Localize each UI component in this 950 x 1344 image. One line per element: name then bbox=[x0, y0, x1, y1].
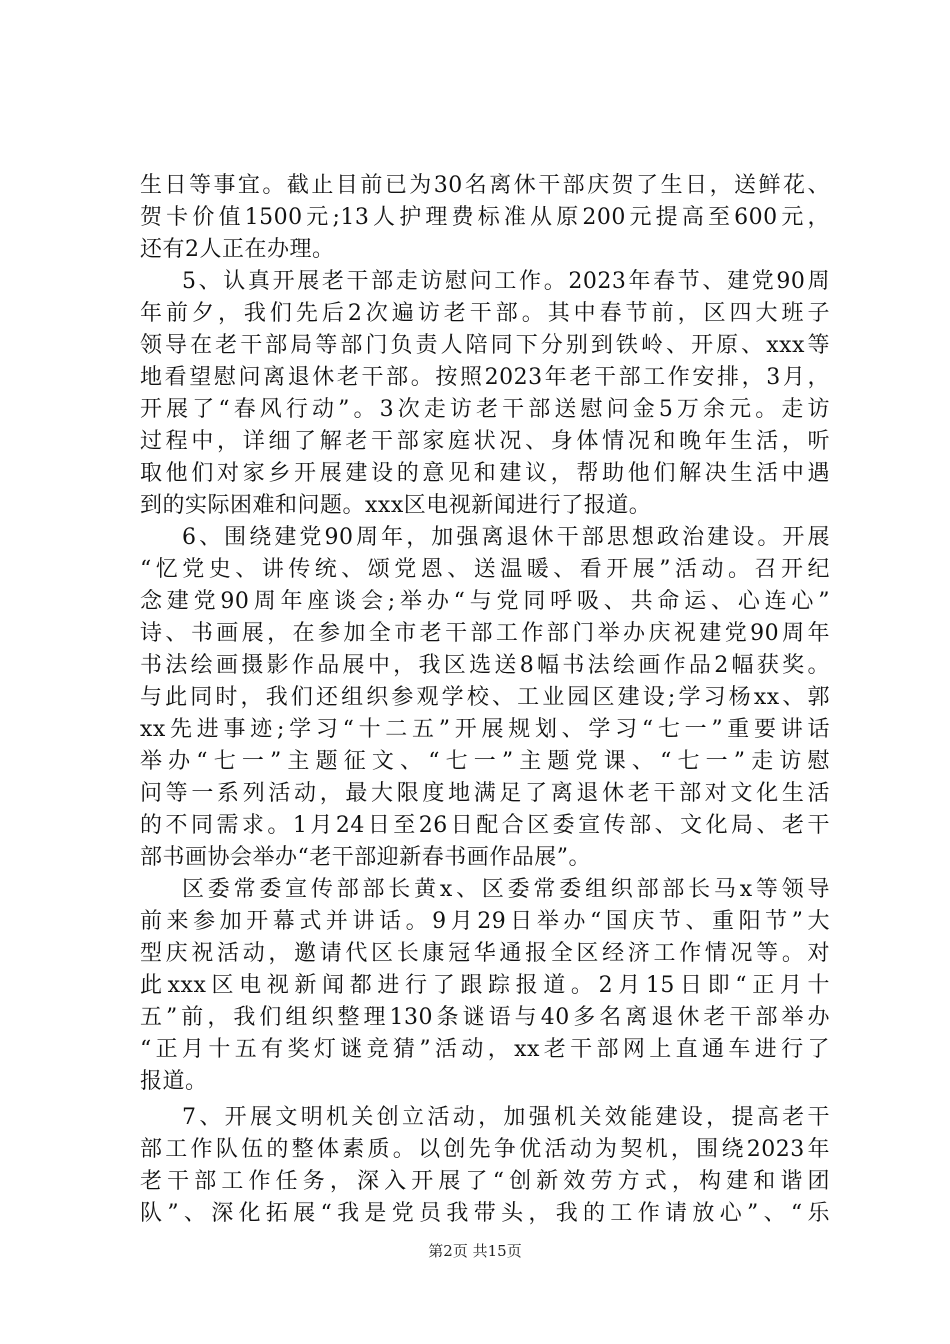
text-line: 生日等事宜。截止目前已为30名离休干部庆贺了生日，送鲜花、 bbox=[140, 173, 830, 198]
text-line: 到的实际困难和问题。xxx区电视新闻进行了报道。 bbox=[140, 493, 652, 518]
text-line: 书法绘画摄影作品展中，我区选送8幅书法绘画作品2幅获奖。 bbox=[140, 653, 830, 678]
text-line: 过程中，详细了解老干部家庭状况、身体情况和晚年生活，听 bbox=[140, 429, 830, 454]
text-line: 与此同时，我们还组织参观学校、工业园区建设;学习杨xx、郭 bbox=[140, 685, 830, 710]
text-line: 取他们对家乡开展建设的意见和建议，帮助他们解决生活中遇 bbox=[140, 461, 830, 486]
page-number-footer: 第2页 共15页 bbox=[428, 1242, 522, 1260]
text-line: 报道。 bbox=[140, 1069, 208, 1094]
text-line: 的不同需求。1月24日至26日配合区委宣传部、文化局、老干 bbox=[140, 813, 830, 838]
text-line: 举办“七一”主题征文、“七一”主题党课、“七一”走访慰 bbox=[140, 749, 830, 774]
text-line: “正月十五有奖灯谜竞猜”活动，xx老干部网上直通车进行了 bbox=[140, 1037, 830, 1062]
text-line: xx先进事迹;学习“十二五”开展规划、学习“七一”重要讲话 bbox=[140, 717, 830, 742]
paragraph-6-first-line: 6、围绕建党90周年，加强离退休干部思想政治建设。开展 bbox=[182, 525, 830, 550]
text-line: 前来参加开幕式并讲话。9月29日举办“国庆节、重阳节”大 bbox=[140, 909, 830, 934]
text-line: 开展了“春风行动”。3次走访老干部送慰问金5万余元。走访 bbox=[140, 397, 830, 422]
text-line: 此xxx区电视新闻都进行了跟踪报道。2月15日即“正月十 bbox=[140, 973, 830, 998]
text-line: 型庆祝活动，邀请代区长康冠华通报全区经济工作情况等。对 bbox=[140, 941, 830, 966]
text-line: 部工作队伍的整体素质。以创先争优活动为契机，围绕2023年 bbox=[140, 1137, 830, 1162]
document-body bbox=[140, 170, 830, 1230]
text-line: 领导在老干部局等部门负责人陪同下分别到铁岭、开原、xxx等 bbox=[140, 333, 830, 358]
text-line: 五”前，我们组织整理130条谜语与40多名离退休老干部举办 bbox=[140, 1005, 830, 1030]
text-line: 诗、书画展，在参加全市老干部工作部门举办庆祝建党90周年 bbox=[140, 621, 830, 646]
text-line: 问等一系列活动，最大限度地满足了离退休老干部对文化生活 bbox=[140, 781, 830, 806]
text-line: 贺卡价值1500元;13人护理费标准从原200元提高至600元， bbox=[140, 205, 830, 230]
text-line: 念建党90周年座谈会;举办“与党同呼吸、共命运、心连心” bbox=[140, 589, 830, 614]
text-line: 部书画协会举办“老干部迎新春书画作品展”。 bbox=[140, 845, 591, 870]
paragraph-7-first-line: 7、开展文明机关创立活动，加强机关效能建设，提高老干 bbox=[182, 1105, 830, 1130]
paragraph-5-first-line: 5、认真开展老干部走访慰问工作。2023年春节、建党90周 bbox=[182, 269, 830, 294]
text-line: 年前夕，我们先后2次遍访老干部。其中春节前，区四大班子 bbox=[140, 301, 830, 326]
text-line: 队”、深化拓展“我是党员我带头，我的工作请放心”、“乐 bbox=[140, 1201, 830, 1226]
text-line: 还有2人正在办理。 bbox=[140, 237, 335, 262]
text-line: 老干部工作任务，深入开展了“创新效劳方式，构建和谐团 bbox=[140, 1169, 830, 1194]
text-line: “忆党史、讲传统、颂党恩、送温暖、看开展”活动。召开纪 bbox=[140, 557, 830, 582]
paragraph-leaders-first-line: 区委常委宣传部部长黄x、区委常委组织部部长马x等领导 bbox=[182, 877, 830, 902]
text-line: 地看望慰问离退休老干部。按照2023年老干部工作安排，3月， bbox=[140, 365, 830, 390]
